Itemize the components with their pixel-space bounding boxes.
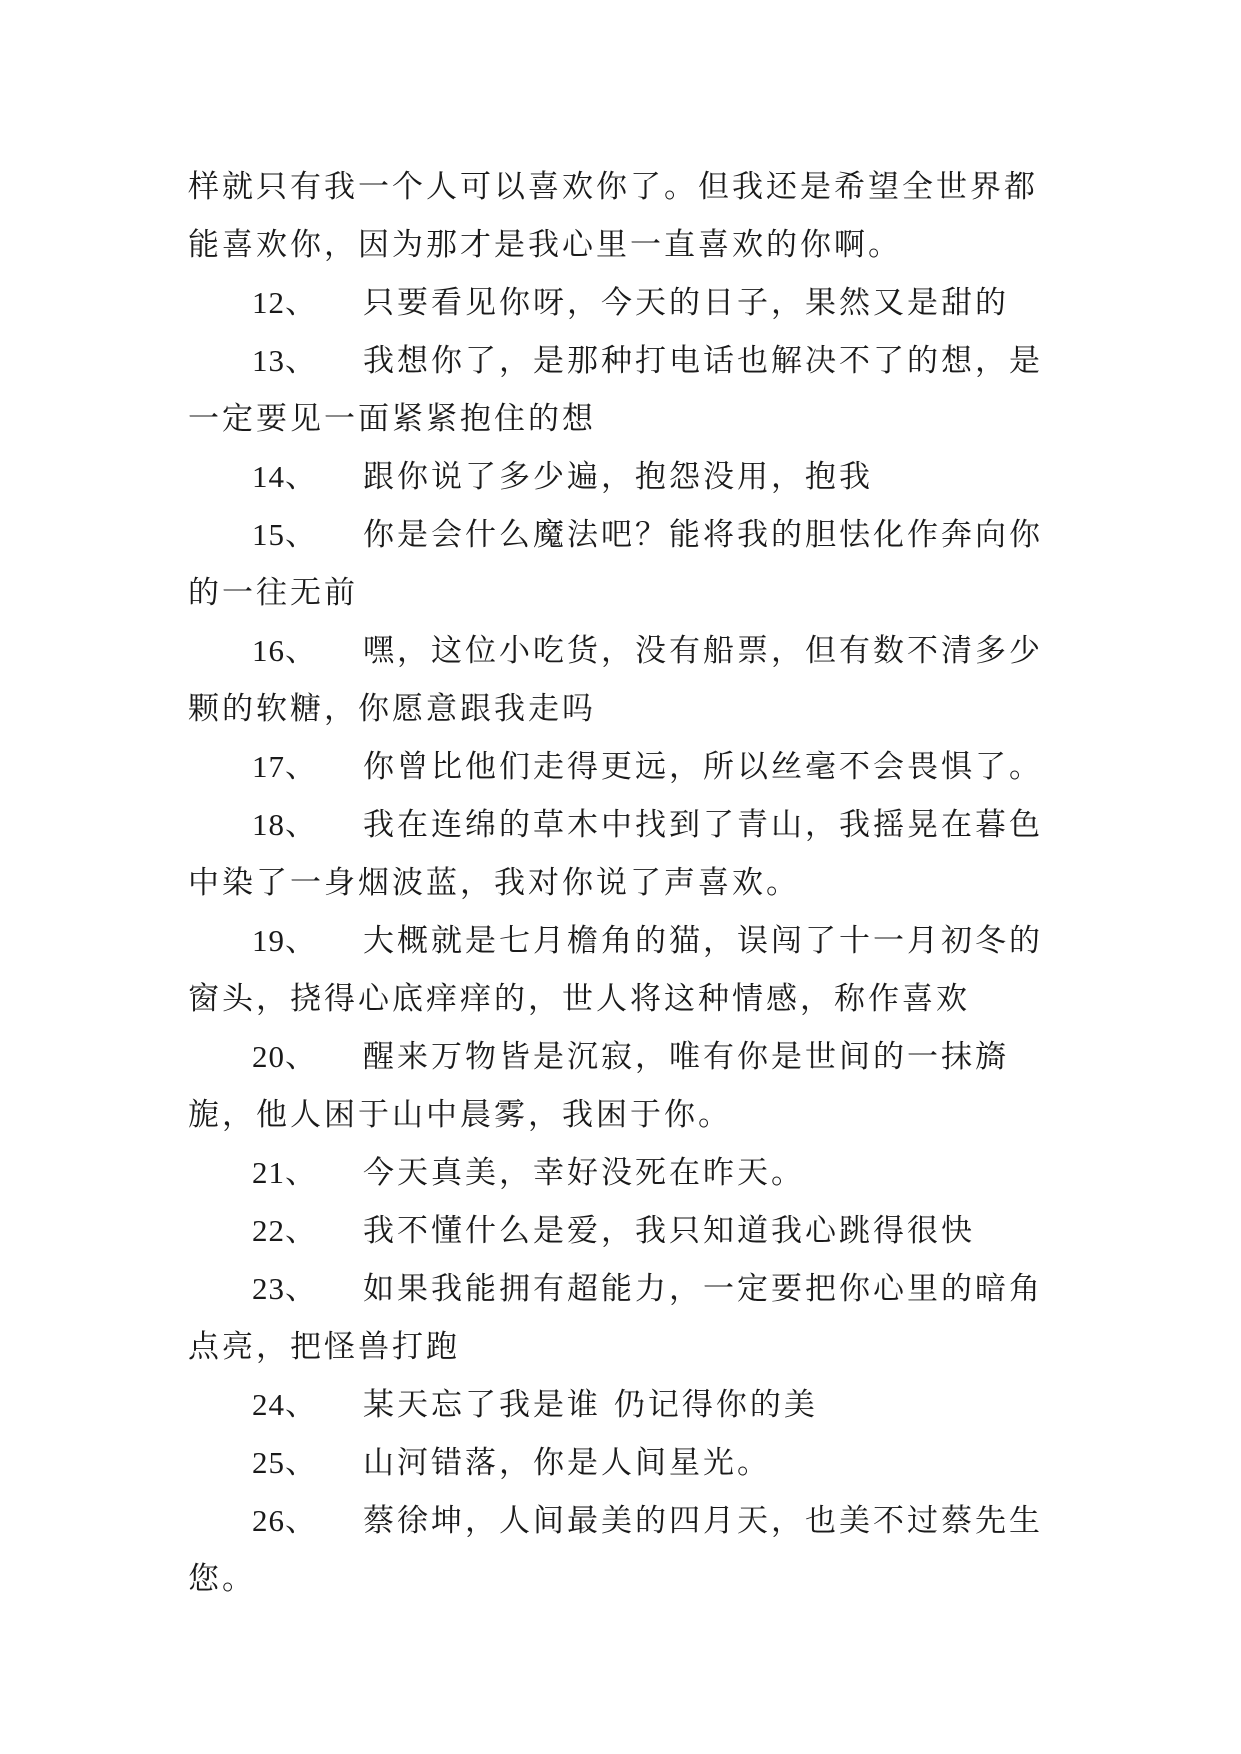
item-number: 18 xyxy=(252,807,285,842)
item-separator: 、 xyxy=(285,1503,319,1539)
item-separator: 、 xyxy=(285,1387,319,1423)
item-separator: 、 xyxy=(285,1271,319,1307)
item-number: 15 xyxy=(252,517,285,552)
item-text: 只要看见你呀，今天的日子，果然又是甜的 xyxy=(363,285,1009,321)
document-body xyxy=(188,158,1058,1608)
list-item xyxy=(188,622,1058,738)
list-item xyxy=(188,332,1058,448)
list-item xyxy=(188,1434,1058,1492)
item-text: 山河错落，你是人间星光。 xyxy=(363,1445,771,1481)
list-item xyxy=(188,1028,1058,1144)
item-number: 22 xyxy=(252,1213,285,1248)
item-number: 23 xyxy=(252,1271,285,1306)
list-item xyxy=(188,912,1058,1028)
item-separator: 、 xyxy=(285,1155,319,1191)
list-item xyxy=(188,506,1058,622)
item-number: 26 xyxy=(252,1503,285,1538)
item-separator: 、 xyxy=(285,749,319,785)
item-text: 我在连绵的草木中找到了青山，我摇晃在暮色中染了一身烟波蓝，我对你说了声喜欢。 xyxy=(188,807,1043,901)
item-number: 13 xyxy=(252,343,285,378)
paragraph-continued xyxy=(188,158,1058,274)
item-number: 17 xyxy=(252,749,285,784)
item-separator: 、 xyxy=(285,807,319,843)
list-item xyxy=(188,1376,1058,1434)
item-number: 16 xyxy=(252,633,285,668)
item-text: 跟你说了多少遍，抱怨没用，抱我 xyxy=(363,459,873,495)
list-item xyxy=(188,796,1058,912)
item-separator: 、 xyxy=(285,923,319,959)
list-item xyxy=(188,738,1058,796)
item-text: 蔡徐坤，人间最美的四月天，也美不过蔡先生您。 xyxy=(188,1503,1043,1597)
item-number: 12 xyxy=(252,285,285,320)
item-text: 如果我能拥有超能力，一定要把你心里的暗角点亮，把怪兽打跑 xyxy=(188,1271,1043,1365)
list-item xyxy=(188,1202,1058,1260)
list-item xyxy=(188,274,1058,332)
item-text: 你是会什么魔法吧？能将我的胆怯化作奔向你的一往无前 xyxy=(188,517,1043,611)
item-separator: 、 xyxy=(285,1039,319,1075)
list-item xyxy=(188,448,1058,506)
item-number: 21 xyxy=(252,1155,285,1190)
item-separator: 、 xyxy=(285,285,319,321)
item-number: 25 xyxy=(252,1445,285,1480)
item-text: 我不懂什么是爱，我只知道我心跳得很快 xyxy=(363,1213,975,1249)
item-separator: 、 xyxy=(285,1213,319,1249)
item-text: 嘿，这位小吃货，没有船票，但有数不清多少颗的软糖，你愿意跟我走吗 xyxy=(188,633,1043,727)
item-text: 大概就是七月檐角的猫，误闯了十一月初冬的窗头，挠得心底痒痒的，世人将这种情感，称作喜欢 xyxy=(188,923,1043,1017)
item-separator: 、 xyxy=(285,459,319,495)
item-separator: 、 xyxy=(285,517,319,553)
item-text: 今天真美，幸好没死在昨天。 xyxy=(363,1155,805,1191)
item-number: 14 xyxy=(252,459,285,494)
item-number: 20 xyxy=(252,1039,285,1074)
list-item xyxy=(188,1260,1058,1376)
item-text: 醒来万物皆是沉寂，唯有你是世间的一抹旖旎，他人困于山中晨雾，我困于你。 xyxy=(188,1039,1009,1133)
item-separator: 、 xyxy=(285,633,319,669)
list-item xyxy=(188,1144,1058,1202)
item-number: 24 xyxy=(252,1387,285,1422)
item-text: 你曾比他们走得更远，所以丝毫不会畏惧了。 xyxy=(363,749,1043,785)
item-text: 某天忘了我是谁 仍记得你的美 xyxy=(363,1387,818,1423)
paragraph-text: 样就只有我一个人可以喜欢你了。但我还是希望全世界都能喜欢你，因为那才是我心里一直喜欢的你啊。 xyxy=(188,169,1038,263)
item-text: 我想你了，是那种打电话也解决不了的想，是一定要见一面紧紧抱住的想 xyxy=(188,343,1043,437)
list-item xyxy=(188,1492,1058,1608)
item-separator: 、 xyxy=(285,1445,319,1481)
item-number: 19 xyxy=(252,923,285,958)
item-separator: 、 xyxy=(285,343,319,379)
